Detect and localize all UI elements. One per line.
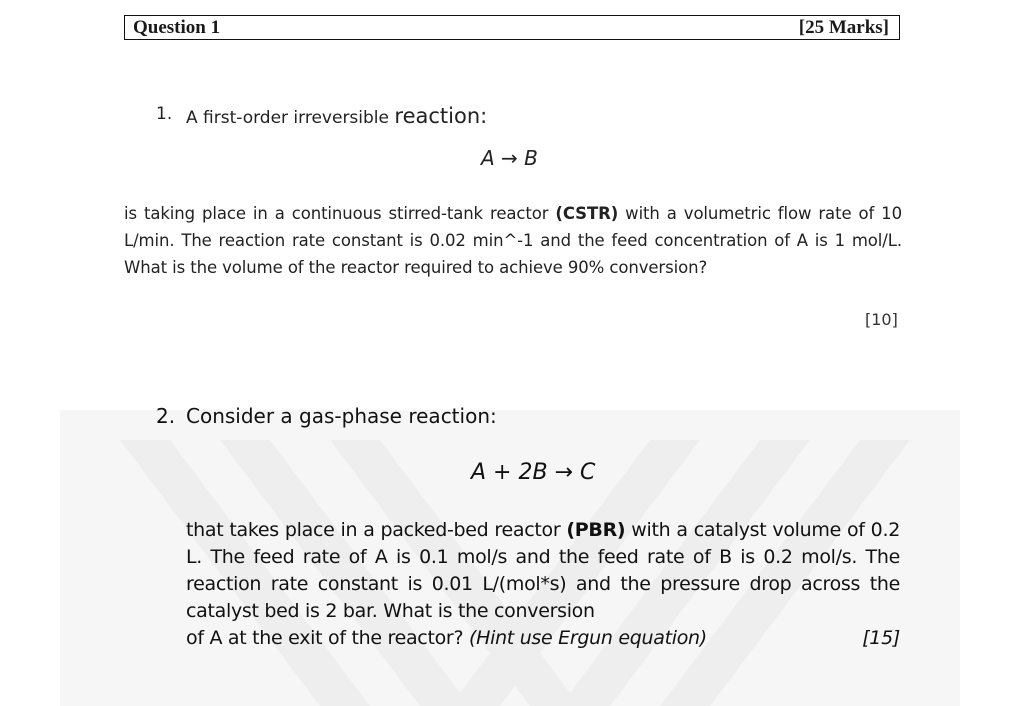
question-header	[124, 15, 900, 40]
q2-last-line	[186, 625, 900, 652]
q2-stem: Consider a gas-phase reaction:	[186, 404, 497, 428]
q2-para-start: that takes place in a packed-bed reactor	[186, 519, 561, 541]
question-title: Question 1	[133, 17, 221, 38]
q2-last-line-start: of A at the exit of the reactor?	[186, 627, 464, 649]
q1-para-start: is taking place in a continuous stirred-tank reactor	[124, 204, 549, 223]
q2-para-bold: (PBR)	[566, 519, 626, 541]
q2-para-mid: with a catalyst volume of 0.2 L. The feed rate of A is 0.1 mol/s and the feed rate of B is 0.2 mol/s. The reaction rate constant is 0.01 L/(mol*s) and the pressure drop across the catalyst bed is 2 bar. What is the conversion	[186, 519, 900, 622]
q1-number: 1.	[156, 104, 173, 124]
q2-marks: [15]	[862, 627, 900, 649]
q2-hint: (Hint use Ergun equation)	[468, 627, 707, 649]
q1-marks: [10]	[865, 310, 898, 329]
q1-stem-reaction: reaction:	[394, 104, 488, 128]
q1-paragraph	[124, 200, 902, 281]
q1-stem-text: A first-order irreversible	[186, 108, 389, 128]
total-marks: [25 Marks]	[798, 17, 889, 38]
q2-last-line-text	[186, 625, 707, 652]
q2-equation: A + 2B → C	[471, 460, 596, 485]
q2-para-body	[186, 517, 900, 625]
q1-equation: A → B	[481, 146, 538, 170]
q1-para-end: with a volumetric flow rate of 10 L/min. The reaction rate constant is 0.02 min^-1 and the feed concentration of A is 1 mol/L. What is the volume of the reactor required to achieve 90% conversion?	[124, 204, 902, 277]
q2-number: 2.	[156, 404, 176, 428]
q1-para-bold: (CSTR)	[555, 204, 619, 223]
q1-stem	[186, 104, 487, 128]
q2-paragraph	[186, 517, 900, 652]
